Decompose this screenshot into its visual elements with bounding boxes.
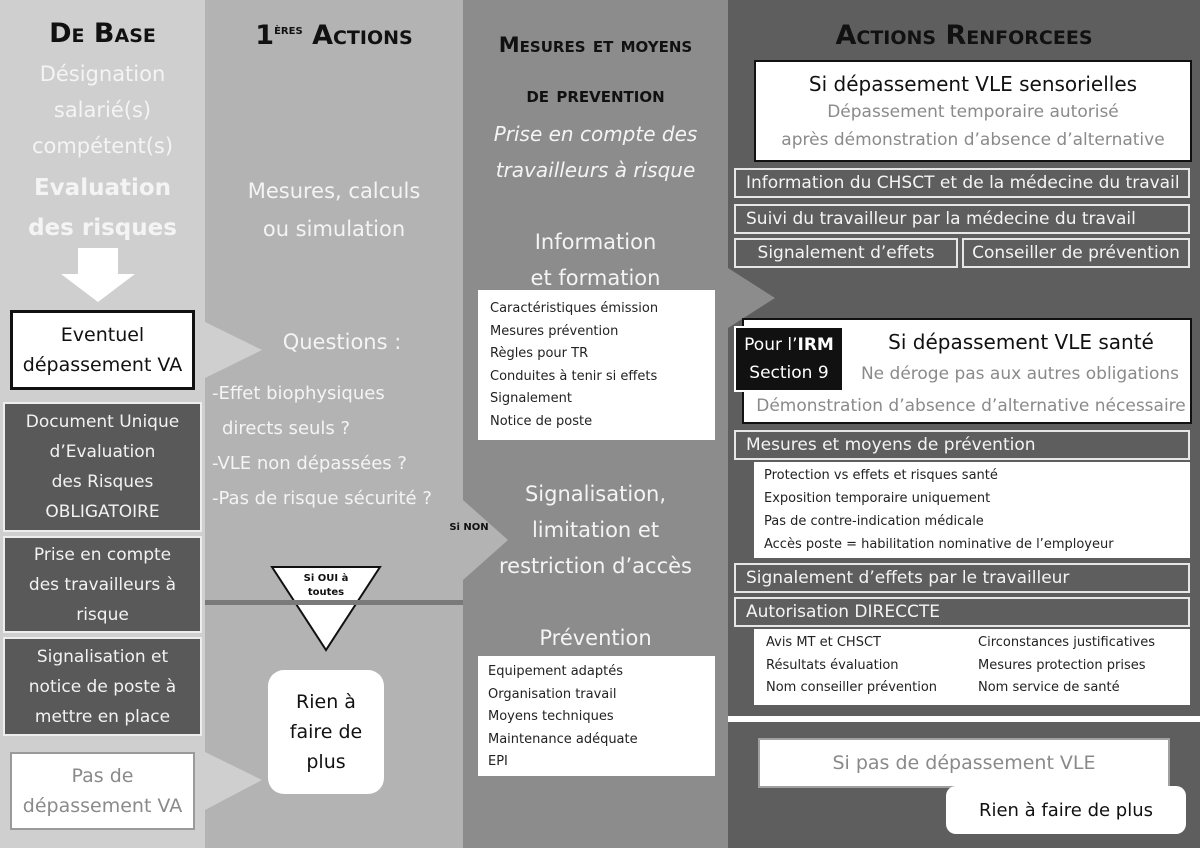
list-item: Caractéristiques émission	[490, 301, 659, 316]
header-mesures-prevention	[463, 20, 728, 120]
irm-pre: Pour l’	[744, 335, 798, 355]
text-line: Information	[534, 230, 657, 254]
prise-en-compte-text	[463, 116, 728, 188]
suivi-travailleur-bar: Suivi du travailleur par la médecine du travail	[734, 204, 1190, 234]
text-line: faire de	[289, 721, 363, 743]
pas-de-depassement-va-box	[10, 752, 195, 830]
vle-sensorielles-title: Si dépassement VLE sensorielles	[808, 72, 1138, 96]
list-item: Notice de poste	[490, 413, 593, 429]
text-line: des risques	[28, 215, 177, 241]
text-line: OBLIGATOIRE	[45, 502, 160, 522]
autorisation-list	[754, 629, 1190, 705]
text-line: Mesures et moyens	[498, 33, 693, 57]
arrow-col1-to-col2-bottom	[205, 752, 262, 810]
list-item: Règles pour TR	[490, 346, 589, 361]
list-item: Mesures prévention	[490, 323, 619, 339]
text-line: risque	[76, 604, 129, 625]
text-line: limitation et	[531, 518, 660, 542]
questions-list	[212, 376, 463, 516]
separator-line	[205, 600, 463, 605]
list-item: Résultats évaluation	[766, 657, 899, 673]
text-line: Document Unique	[25, 412, 180, 432]
list-item: Nom service de santé	[978, 680, 1120, 695]
text-line: Démonstration d’absence d’alternative nécessaire	[756, 396, 1186, 416]
irm-section: Section 9	[749, 363, 829, 383]
list-item: Moyens techniques	[488, 709, 614, 724]
prevention-title: Prévention	[539, 626, 652, 650]
text-line: Evaluation	[33, 175, 172, 201]
text-line: plus	[306, 751, 346, 773]
list-item: Accès poste = habilitation nominative de l’employeur	[764, 537, 1114, 552]
info-chsct-bar: Information du CHSCT et de la médecine du travail	[734, 168, 1190, 198]
text-line: dépassement VA	[22, 795, 183, 817]
text-line: après démonstration d’absence d’alternative	[781, 130, 1165, 150]
text-line: mettre en place	[34, 706, 171, 727]
text-line: des travailleurs à	[28, 574, 177, 595]
autorisation-right-column	[978, 632, 1155, 700]
header-num: 1	[255, 20, 275, 51]
text-line: compétent(s)	[31, 134, 174, 158]
text-line: Signalisation et	[36, 646, 169, 667]
si-non-label: Si NON	[449, 522, 489, 533]
question-line: -VLE non dépassées ?	[212, 453, 407, 474]
duer-box	[3, 402, 202, 532]
pas-depassement-vle-box: Si pas de dépassement VLE	[758, 738, 1170, 788]
information-formation-title	[463, 224, 728, 296]
conseiller-prevention-bar: Conseiller de prévention	[962, 238, 1190, 268]
mesures-moyens-bar: Mesures et moyens de prévention	[734, 430, 1190, 460]
arrow-col1-to-col2-top	[205, 322, 262, 378]
autorisation-direccte-bar: Autorisation DIRECCTE	[734, 597, 1190, 627]
header-rest: Actions	[302, 20, 413, 51]
vle-sante-title: Si dépassement VLE santé	[888, 330, 1154, 354]
information-list	[478, 290, 715, 440]
text-line: Eventuel	[60, 324, 145, 346]
si-oui-label	[272, 572, 380, 600]
text-line: d’Evaluation	[49, 442, 156, 462]
header-sup: ères	[274, 22, 303, 38]
text-line: Signalisation,	[524, 482, 667, 506]
down-arrow-icon	[61, 248, 135, 302]
designation-text	[0, 56, 205, 164]
autorisation-left-column	[766, 632, 937, 700]
separator-line-col4	[728, 716, 1200, 722]
list-item: Nom conseiller prévention	[766, 680, 938, 695]
irm-line	[744, 331, 834, 359]
list-item: Conduites à tenir si effets	[490, 368, 658, 384]
evaluation-text	[0, 168, 205, 248]
question-line: -Pas de risque sécurité ?	[212, 488, 432, 509]
question-line: directs seuls ?	[222, 418, 351, 439]
irm-badge	[734, 326, 844, 392]
header-de-base: De Base	[49, 18, 156, 49]
list-item: Exposition temporaire uniquement	[764, 491, 991, 506]
text-line: travailleurs à risque	[495, 158, 696, 182]
list-item: Circonstances justificatives	[978, 635, 1156, 650]
text-line: Prise en compte des	[493, 122, 698, 146]
list-item: Signalement	[490, 391, 572, 406]
list-item: Organisation travail	[488, 686, 617, 702]
irm-bold: IRM	[797, 335, 834, 355]
vle-sensorielles-box	[754, 60, 1192, 162]
questions-title: Questions :	[282, 330, 402, 354]
text-line: toutes	[307, 587, 345, 598]
text-line: des Risques	[51, 472, 154, 492]
header-actions-renforcees: Actions Renforcees	[835, 20, 1093, 51]
text-line: Mesures, calculs	[247, 179, 421, 203]
text-line: Dépassement temporaire autorisé	[827, 102, 1119, 122]
question-line: -Effet biophysiques	[212, 383, 385, 404]
list-item: Maintenance adéquate	[488, 731, 638, 747]
text-line: Ne déroge pas aux autres obligations	[860, 364, 1180, 384]
prevention-list	[478, 656, 715, 776]
signalement-travailleur-bar: Signalement d’effets par le travailleur	[734, 563, 1190, 593]
rien-a-faire-box	[268, 670, 384, 794]
text-line: Prise en compte	[33, 544, 172, 565]
text-line: Pas de	[71, 765, 134, 787]
mesures-calculs-text	[205, 172, 463, 248]
text-line: Désignation	[39, 62, 166, 86]
signalisation-box	[3, 637, 202, 736]
text-line: notice de poste à	[28, 676, 177, 697]
text-line: et formation	[530, 266, 661, 290]
signalement-effets-bar: Signalement d’effets	[734, 238, 958, 268]
list-item: Equipement adaptés	[488, 664, 624, 679]
text-line: de prevention	[526, 83, 665, 107]
list-item: Avis MT et CHSCT	[766, 635, 881, 650]
list-item: EPI	[488, 754, 508, 769]
text-line: Si OUI à	[303, 573, 349, 584]
text-line: dépassement VA	[22, 354, 183, 376]
text-line: Rien à	[296, 691, 356, 713]
list-item: Protection vs effets et risques santé	[764, 468, 998, 483]
eventuel-va-box	[10, 310, 195, 390]
text-line: salarié(s)	[53, 98, 152, 122]
list-item: Pas de contre-indication médicale	[764, 514, 984, 529]
header-premieres-actions	[205, 20, 463, 51]
text-line: restriction d’accès	[498, 554, 692, 578]
text-line: ou simulation	[262, 217, 406, 241]
rien-a-faire-col4-box: Rien à faire de plus	[946, 786, 1186, 834]
list-item: Mesures protection prises	[978, 657, 1146, 673]
prise-en-compte-box	[3, 536, 202, 633]
mesures-list	[754, 462, 1190, 558]
